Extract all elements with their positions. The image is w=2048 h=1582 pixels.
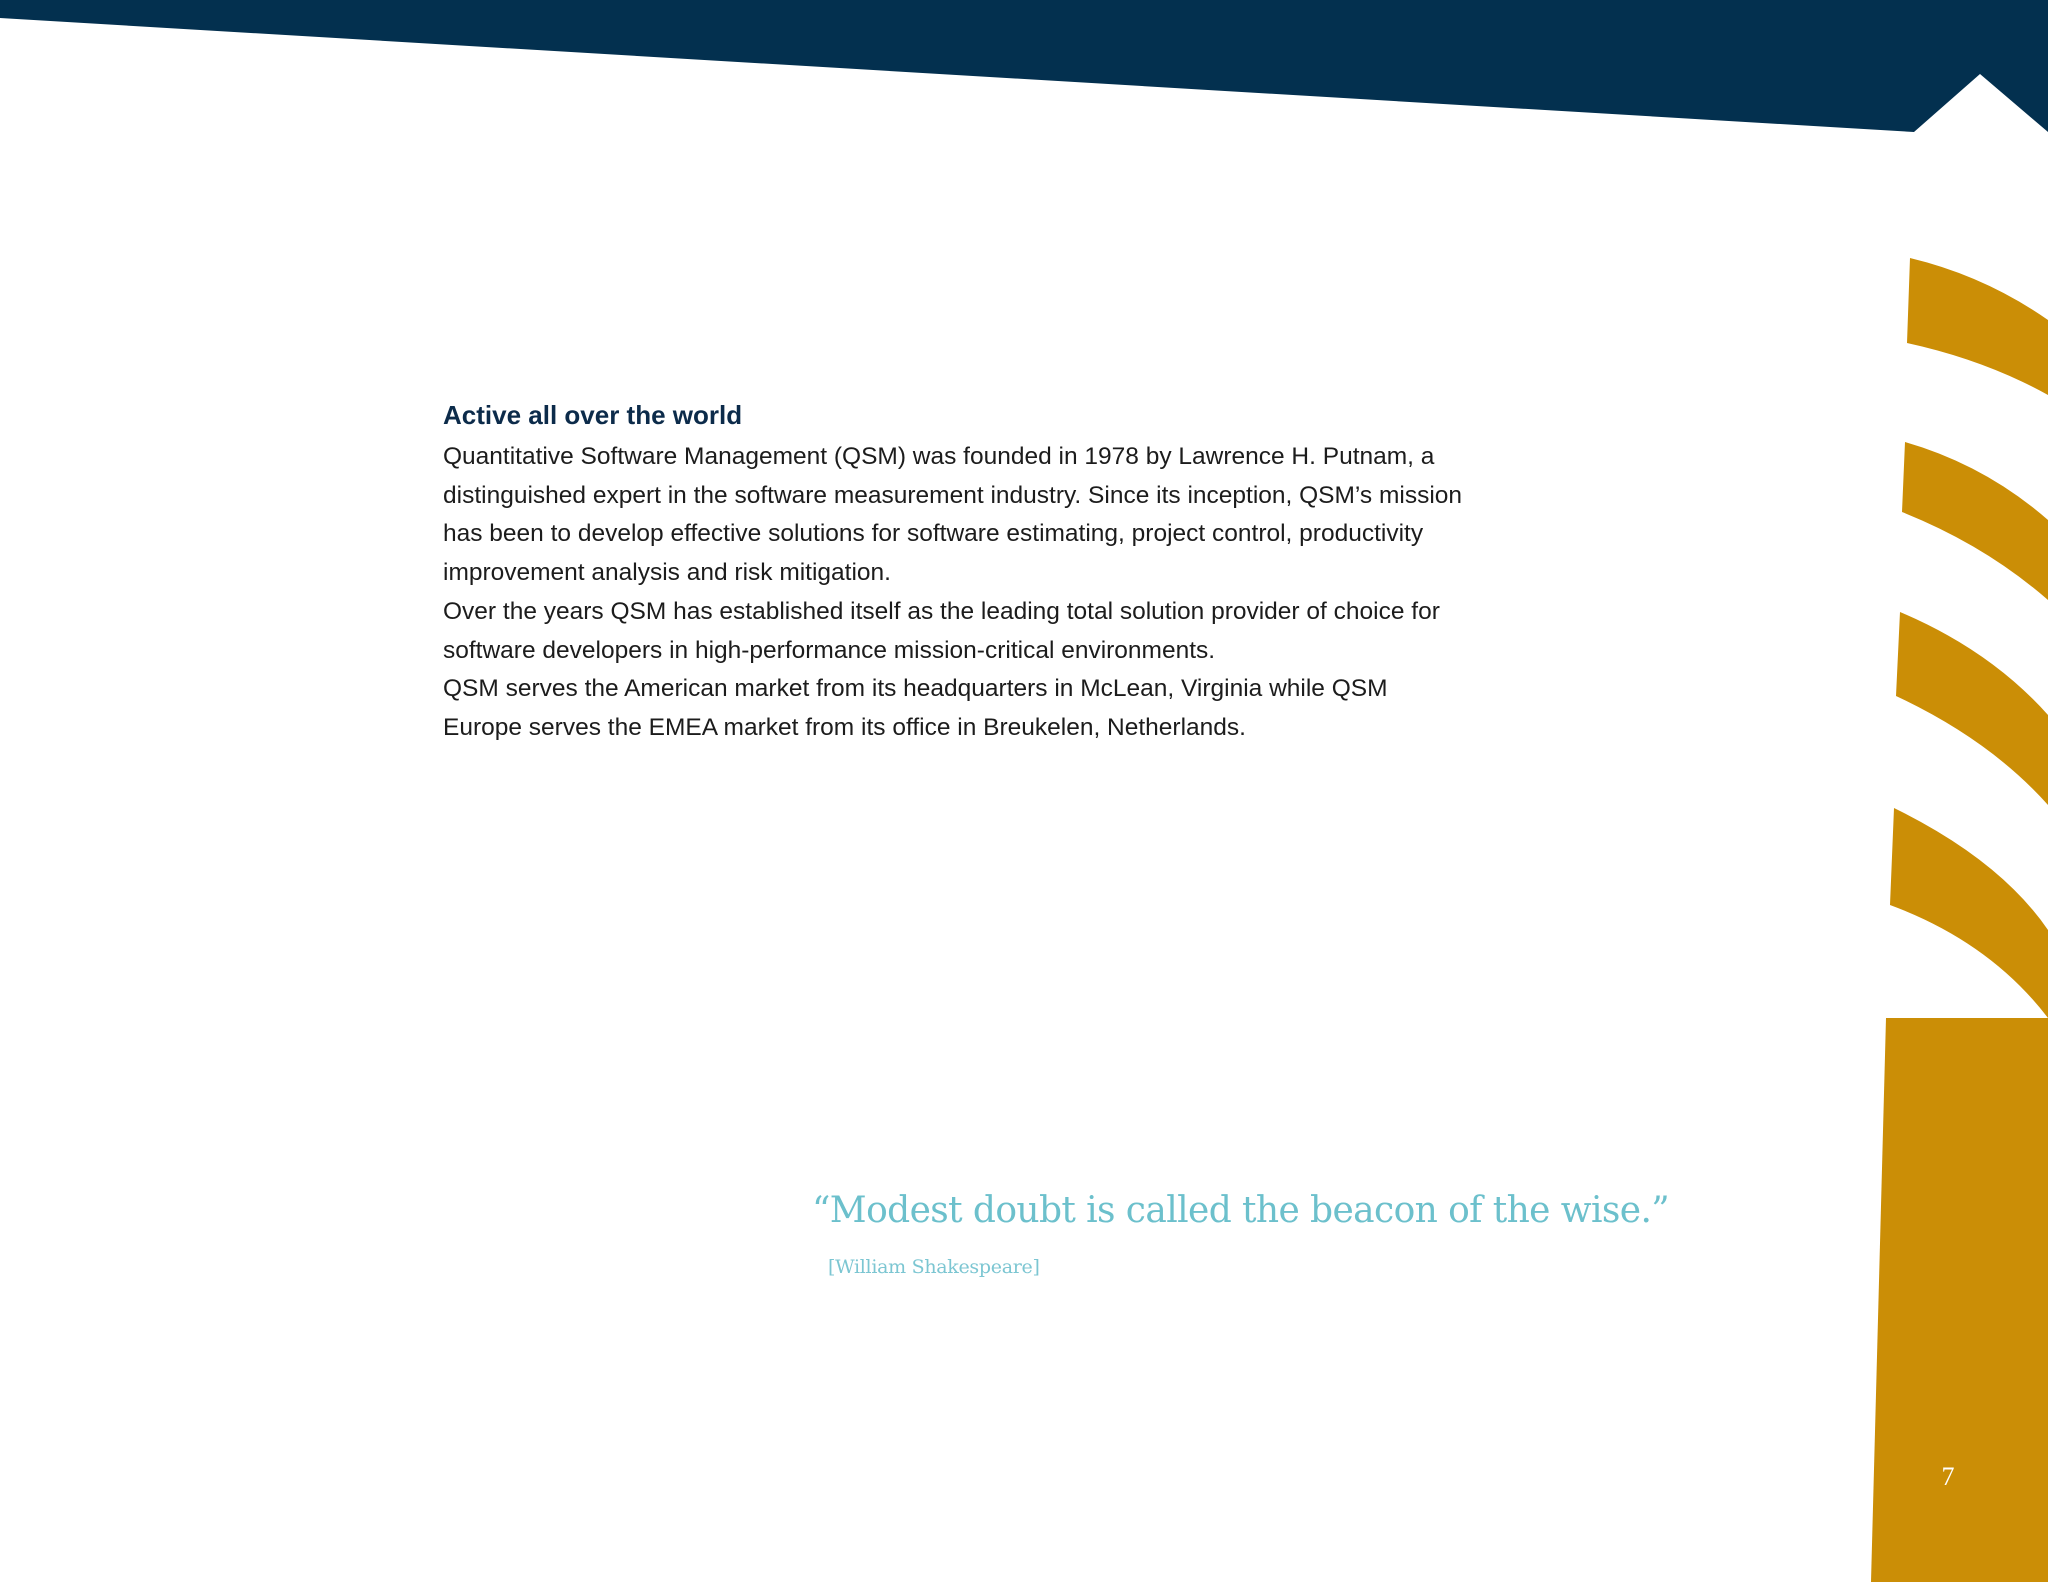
article-paragraph-3: QSM serves the American market from its headquarters in McLean, Virginia while QSM Europe serves the EMEA market from its office in Breukelen, Netherlands. [443,675,1388,741]
gold-arc-1 [1907,258,2048,395]
page-number: 7 [1941,1462,1955,1491]
article-heading: Active all over the world [443,400,743,430]
article-paragraph-1: Quantitative Software Management (QSM) was founded in 1978 by Lawrence H. Putnam, a distinguished expert in the software measurement industry. Since its inception, QSM’s mission has been to develop effective solutions for software estimating, project control, productivity improvement analysis and risk mitigation. [443,443,1463,587]
article-paragraph-2: Over the years QSM has established itself as the leading total solution provider of choice for software developers in high-performance mission-critical environments. [443,597,1440,664]
article [443,396,1463,748]
pull-quote: “Modest doubt is called the beacon of the wise.” [812,1190,1670,1231]
quote-attribution: [William Shakespeare] [828,1256,1040,1278]
gold-arc-3 [1896,612,2048,805]
gold-arc-2 [1902,442,2048,600]
gold-arc-4 [1890,808,2048,1018]
top-navy-band [0,0,2048,132]
gold-block [1871,1018,2048,1582]
